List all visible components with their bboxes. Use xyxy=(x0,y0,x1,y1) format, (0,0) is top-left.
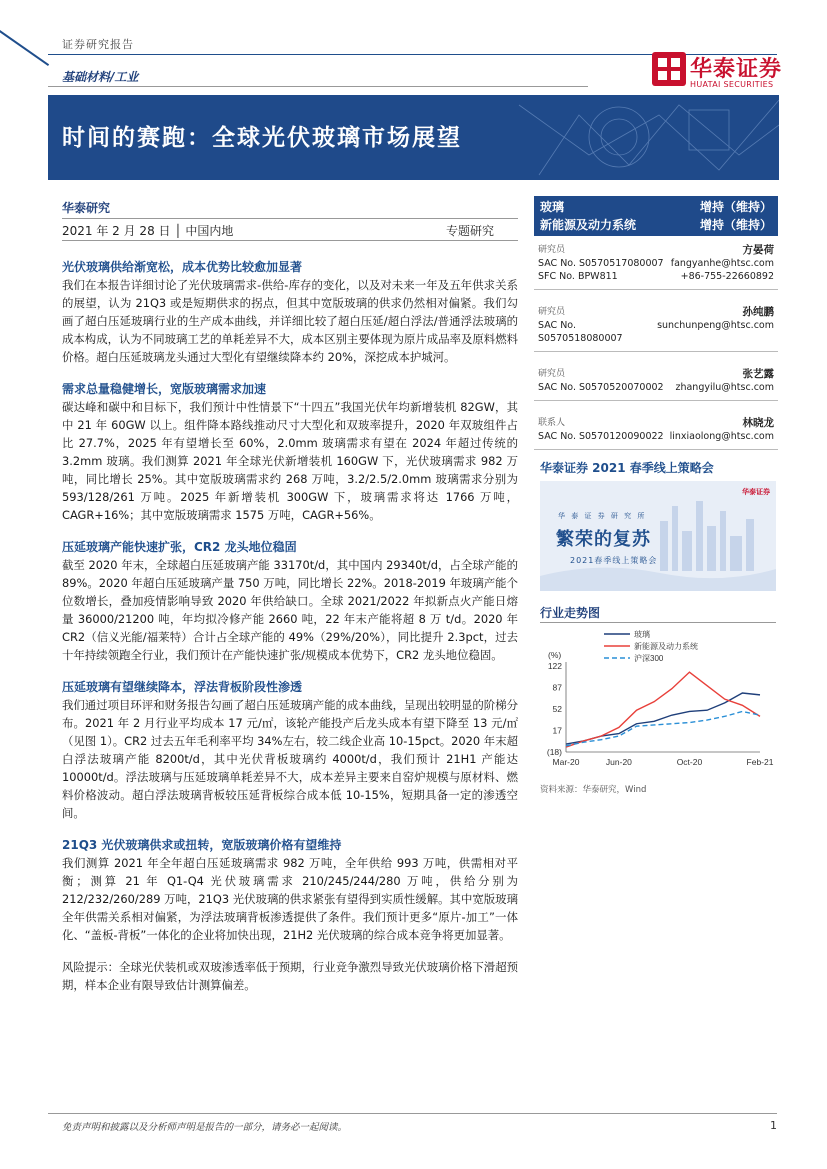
main-content xyxy=(62,258,518,994)
sidebar xyxy=(534,196,778,450)
logo-mark-icon xyxy=(652,52,686,86)
x-tick-label: Jun-20 xyxy=(605,757,632,767)
rating-row xyxy=(540,198,772,216)
chart-source: 资料来源：华泰研究，Wind xyxy=(540,785,647,795)
analyst-card xyxy=(534,401,778,450)
strategy-meeting-title: 华泰证券 2021 春季线上策略会 xyxy=(540,461,714,475)
y-tick-label: 87 xyxy=(552,682,562,693)
risk-warning: 风险提示：全球光伏装机或双玻渗透率低于预期，行业竞争激烈导致光伏玻璃价格下滑超预期，样本企业有限导致估计测算偏差。 xyxy=(62,960,518,992)
section-heading: 光伏玻璃供给渐宽松，成本优势比较愈加显著 xyxy=(62,260,303,274)
report-label: 证券研究报告 xyxy=(62,38,134,51)
analyst-sac: SAC No. S0570517080007 xyxy=(538,258,664,269)
y-tick-label: 52 xyxy=(552,704,562,714)
rating-box xyxy=(534,196,778,236)
promo-headline: 繁荣的复苏 xyxy=(556,529,651,550)
analyst-phone: +86-755-22660892 xyxy=(680,271,774,282)
rating-sector: 玻璃 xyxy=(540,200,565,214)
title-banner xyxy=(48,95,779,180)
analyst-sac: SAC No. S0570518080007 xyxy=(538,320,623,344)
analyst-sac: SAC No. S0570120090022 xyxy=(538,431,664,442)
analyst-email[interactable]: fangyanhe@htsc.com xyxy=(670,258,774,269)
analyst-card xyxy=(534,290,778,352)
report-title: 时间的赛跑：全球光伏玻璃市场展望 xyxy=(62,125,462,151)
section-body: 我们在本报告详细讨论了光伏玻璃需求-供给-库存的变化，以及对未来一年及五年供求关系的展望，认为 21Q3 或是短期供求的拐点，但其中宽版玻璃的供求仍然相对偏紧。我们勾画了超白压延玻璃行业的生产成本曲线，并详细比较了超白压延/超白浮法/普通浮法玻璃的成本构成，认为不同玻璃工艺的单耗差异不大，成本区别主要体现为原片成品率及原料燃料价格。超白压延玻璃龙头通过大型化有望继续降本约 20%，深挖成本护城河。 xyxy=(62,278,518,364)
report-type: 专题研究 xyxy=(446,224,495,238)
section-body: 截至 2020 年末，全球超白压延玻璃产能 33170t/d，其中国内 29340t/d，占全球产能的 89%。2020 年超白压延玻璃产量 750 万吨，同比增长 22%。2018-2019 年玻璃产能个位数增长，叠加疫情影响导致 2020 年供给缺口。全球 2021/2022 年拟新点火产能日熔量 36000/21200 吨，年均拟冷修产能 2660 吨，22 年末产能将超 8 万 t/d。2020 年 CR2（信义光能/福莱特）合计占全球产能的 49%（29%/20%），同比提升 2.3pct，过去十年持续领跑全行业，我们预计在产能快速扩张/规模成本优势下，CR2 龙头地位稳固。 xyxy=(62,558,518,662)
analyst-sac: SAC No. S0570520070002 xyxy=(538,382,664,393)
page-number: 1 xyxy=(770,1119,777,1132)
sector-divider xyxy=(48,86,588,87)
section xyxy=(62,836,518,944)
section-heading: 压延玻璃产能快速扩张，CR2 龙头地位稳固 xyxy=(62,540,297,554)
trend-chart-title: 行业走势图 xyxy=(540,606,601,620)
series-line xyxy=(566,672,760,747)
y-tick-label: 122 xyxy=(547,661,562,671)
logo-text-cn: 华泰证券 xyxy=(690,57,783,82)
analyst-role: 联系人 xyxy=(538,418,566,428)
promo-banner[interactable] xyxy=(540,481,776,591)
brand-logo xyxy=(652,52,782,92)
analyst-name: 张艺露 xyxy=(742,368,774,380)
promo-caption: 2021春季线上策略会 xyxy=(570,556,658,565)
research-label: 华泰研究 xyxy=(62,201,111,215)
analyst-email[interactable]: sunchunpeng@htsc.com xyxy=(657,320,774,331)
x-tick-label: Oct-20 xyxy=(676,757,703,767)
footer-divider xyxy=(48,1113,777,1114)
analyst-sfc: SFC No. BPW811 xyxy=(538,271,618,282)
analyst-card xyxy=(534,236,778,290)
legend-label: 新能源及动力系统 xyxy=(634,642,698,651)
industry-trend-chart xyxy=(534,624,778,774)
promo-logo: 华泰证券 xyxy=(742,488,770,496)
section xyxy=(62,538,518,664)
section xyxy=(62,258,518,366)
analyst-name: 林晓龙 xyxy=(742,417,774,429)
series-line xyxy=(566,711,760,745)
x-tick-label: Mar-20 xyxy=(552,757,580,767)
x-tick-label: Feb-21 xyxy=(746,757,774,767)
analyst-role: 研究员 xyxy=(538,307,566,317)
report-date: 2021 年 2 月 28 日 │ 中国内地 xyxy=(62,224,234,238)
logo-text-en: HUATAI SECURITIES xyxy=(690,80,774,89)
y-unit-label: (%) xyxy=(548,650,562,660)
y-tick-label: (18) xyxy=(546,747,562,757)
banner-graphic xyxy=(419,95,779,180)
rating-sector: 新能源及动力系统 xyxy=(540,218,637,232)
section xyxy=(62,678,518,822)
analyst-name: 方晏荷 xyxy=(742,244,774,256)
analyst-name: 孙纯鹏 xyxy=(742,306,774,318)
section-heading: 需求总量稳健增长，宽版玻璃需求加速 xyxy=(62,382,267,396)
legend-label: 沪深300 xyxy=(634,654,664,663)
sector-label: 基础材料/工业 xyxy=(62,70,139,84)
meta-divider-bottom xyxy=(62,240,518,241)
promo-subtitle: 华 泰 证 券 研 究 所 xyxy=(558,512,647,520)
rating-row xyxy=(540,216,772,234)
trend-divider xyxy=(540,622,776,623)
analyst-card xyxy=(534,352,778,401)
section xyxy=(62,380,518,524)
analyst-email[interactable]: zhangyilu@htsc.com xyxy=(675,382,774,393)
section-body: 我们测算 2021 年全年超白压延玻璃需求 982 万吨，全年供给 993 万吨，供需相对平衡；测算 21 年 Q1-Q4 光伏玻璃需求 210/245/244/280 万吨，供给分别为 212/232/260/289 万吨，21Q3 光伏玻璃的供求紧张有望得到实质性缓解。其中宽版玻璃全年供需关系相对偏紧，为浮法玻璃背板渗透提供了条件。我们预计更多“原片-加工”一体化、“盖板-背板”一体化的企业将加快出现，21H2 光伏玻璃的综合成本竞争将更加显著。 xyxy=(62,856,518,942)
section-heading: 压延玻璃有望继续降本，浮法背板阶段性渗透 xyxy=(62,680,303,694)
y-tick-label: 17 xyxy=(552,725,562,736)
meta-divider-top xyxy=(62,218,518,219)
analyst-role: 研究员 xyxy=(538,369,566,379)
section-body: 我们通过项目环评和财务报告勾画了超白压延玻璃产能的成本曲线，呈现出较明显的阶梯分布。2021 年 2 月行业平均成本 17 元/㎡，该轮产能投产后龙头成本有望下降至 13 元/㎡（见图 1）。CR2 过去五年毛利率平均 34%左右，较二线企业高 10-15pct。2020 年末超白浮法玻璃产能 8200t/d，其中光伏背板玻璃约 4000t/d，我们预计 21H1 产能达 10000t/d。浮法玻璃与压延玻璃单耗差异不大，成本差异主要来自窑炉规模与原材料、燃料价格波动。超白浮法玻璃背板较压延背板综合成本低 10-15%，短期具备一定的渗透空间。 xyxy=(62,698,518,820)
analyst-role: 研究员 xyxy=(538,245,566,255)
analyst-email[interactable]: linxiaolong@htsc.com xyxy=(669,431,774,442)
footer-disclaimer: 免责声明和披露以及分析师声明是报告的一部分，请务必一起阅读。 xyxy=(62,1122,348,1133)
rating-value: 增持（维持） xyxy=(699,218,772,232)
section-heading: 21Q3 光伏玻璃供求或扭转，宽版玻璃价格有望维持 xyxy=(62,838,342,852)
rating-value: 增持（维持） xyxy=(699,200,772,214)
legend-label: 玻璃 xyxy=(634,630,650,639)
section-body: 碳达峰和碳中和目标下，我们预计中性情景下“十四五”我国光伏年均新增装机 82GW，其中 21 年 60GW 以上。组件降本路线推动尺寸大型化和双玻率提升，2020 年双玻组件占比 27.7%，2025 年有望增长至 60%，2.0mm 玻璃需求有望在 2024 年超过传统的 3.2mm 玻璃。我们测算 2021 年全球光伏新增装机 160GW 下，光伏玻璃需求 982 万吨，同比增长 25%。其中宽版玻璃需求约 268 万吨，3.2/2.5/2.0mm 玻璃需求分别为 593/128/261 万吨。2025 年新增装机 300GW 下，玻璃需求将达 1766 万吨，CAGR+16%；其中宽版玻璃需求 1575 万吨，CAGR+56%。 xyxy=(62,400,518,522)
corner-decoration xyxy=(0,30,49,66)
